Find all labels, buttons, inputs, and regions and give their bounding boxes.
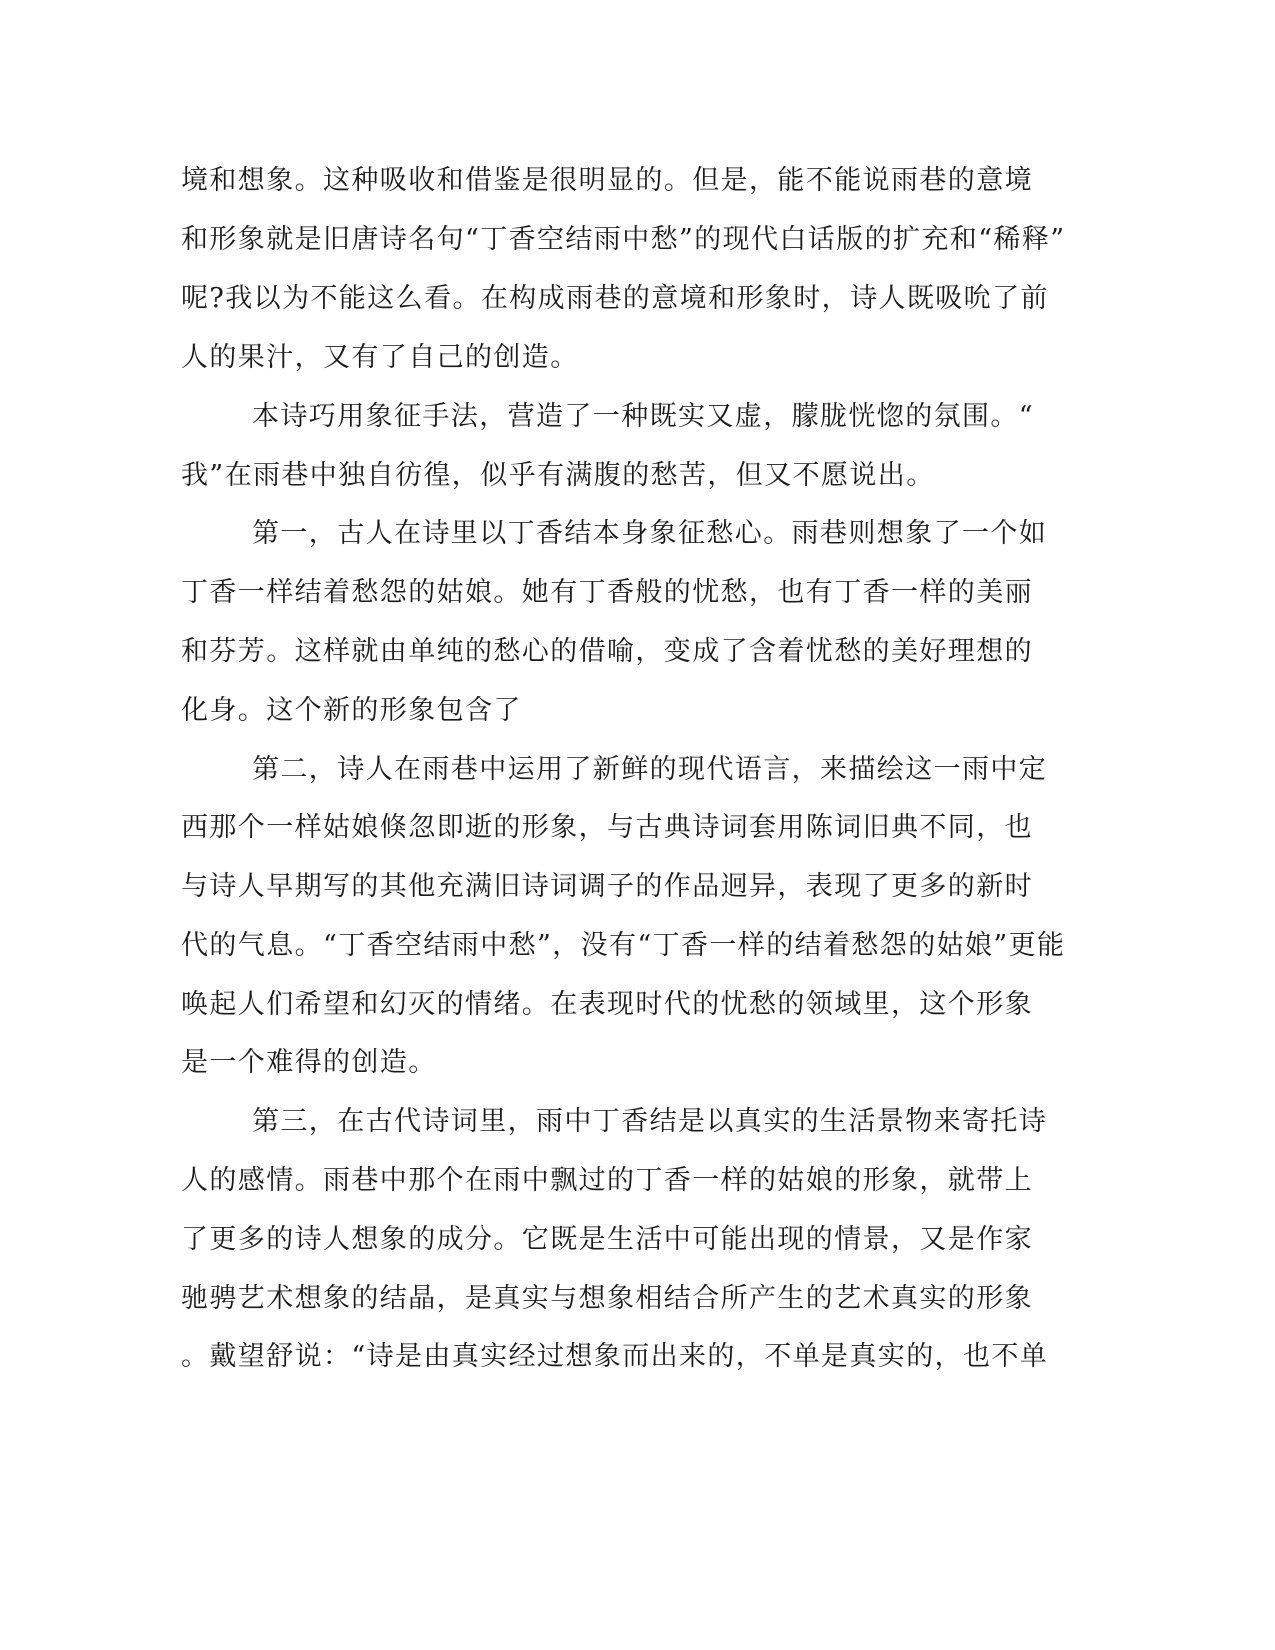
text-line: 人的果汁，又有了自己的创造。 <box>181 342 579 373</box>
text-line: 我”在雨巷中独自彷徨，似乎有满腹的愁苦，但又不愿说出。 <box>181 460 935 491</box>
text-line: 第三，在古代诗词里，雨中丁香结是以真实的生活景物来寄托诗 <box>252 1106 1048 1137</box>
text-line: 境和想象。这种吸收和借鉴是很明显的。但是，能不能说雨巷的意境 <box>181 165 1033 196</box>
text-line: 和形象就是旧唐诗名句“丁香空结雨中愁”的现代白话版的扩充和“稀释” <box>181 224 1066 255</box>
text-line: 第二，诗人在雨巷中运用了新鲜的现代语言，来描绘这一雨中定 <box>252 754 1048 785</box>
text-line: 唤起人们希望和幻灭的情绪。在表现时代的忧愁的领域里，这个形象 <box>181 989 1033 1020</box>
text-line: 丁香一样结着愁怨的姑娘。她有丁香般的忧愁，也有丁香一样的美丽 <box>181 577 1033 608</box>
text-line: 第一，古人在诗里以丁香结本身象征愁心。雨巷则想象了一个如 <box>252 518 1048 549</box>
text-line: 。戴望舒说：“诗是由真实经过想象而出来的，不单是真实的，也不单 <box>181 1341 1049 1372</box>
text-line: 代的气息。“丁香空结雨中愁”，没有“丁香一样的结着愁怨的姑娘”更能 <box>181 930 1066 961</box>
text-line: 是一个难得的创造。 <box>181 1047 437 1078</box>
text-line: 化身。这个新的形象包含了 <box>181 695 522 726</box>
text-line: 了更多的诗人想象的成分。它既是生活中可能出现的情景，又是作家 <box>181 1224 1033 1255</box>
text-line: 驰骋艺术想象的结晶，是真实与想象相结合所产生的艺术真实的形象 <box>181 1283 1033 1314</box>
text-line: 西那个一样姑娘倏忽即逝的形象，与古典诗词套用陈词旧典不同，也 <box>181 812 1033 843</box>
text-line: 人的感情。雨巷中那个在雨中飘过的丁香一样的姑娘的形象，就带上 <box>181 1165 1033 1196</box>
text-line: 呢?我以为不能这么看。在构成雨巷的意境和形象时，诗人既吸吮了前 <box>181 283 1049 314</box>
text-line: 本诗巧用象征手法，营造了一种既实又虚，朦胧恍惚的氛围。“ <box>252 401 1035 432</box>
text-line: 与诗人早期写的其他充满旧诗词调子的作品迥异，表现了更多的新时 <box>181 871 1033 902</box>
text-line: 和芬芳。这样就由单纯的愁心的借喻，变成了含着忧愁的美好理想的 <box>181 636 1033 667</box>
